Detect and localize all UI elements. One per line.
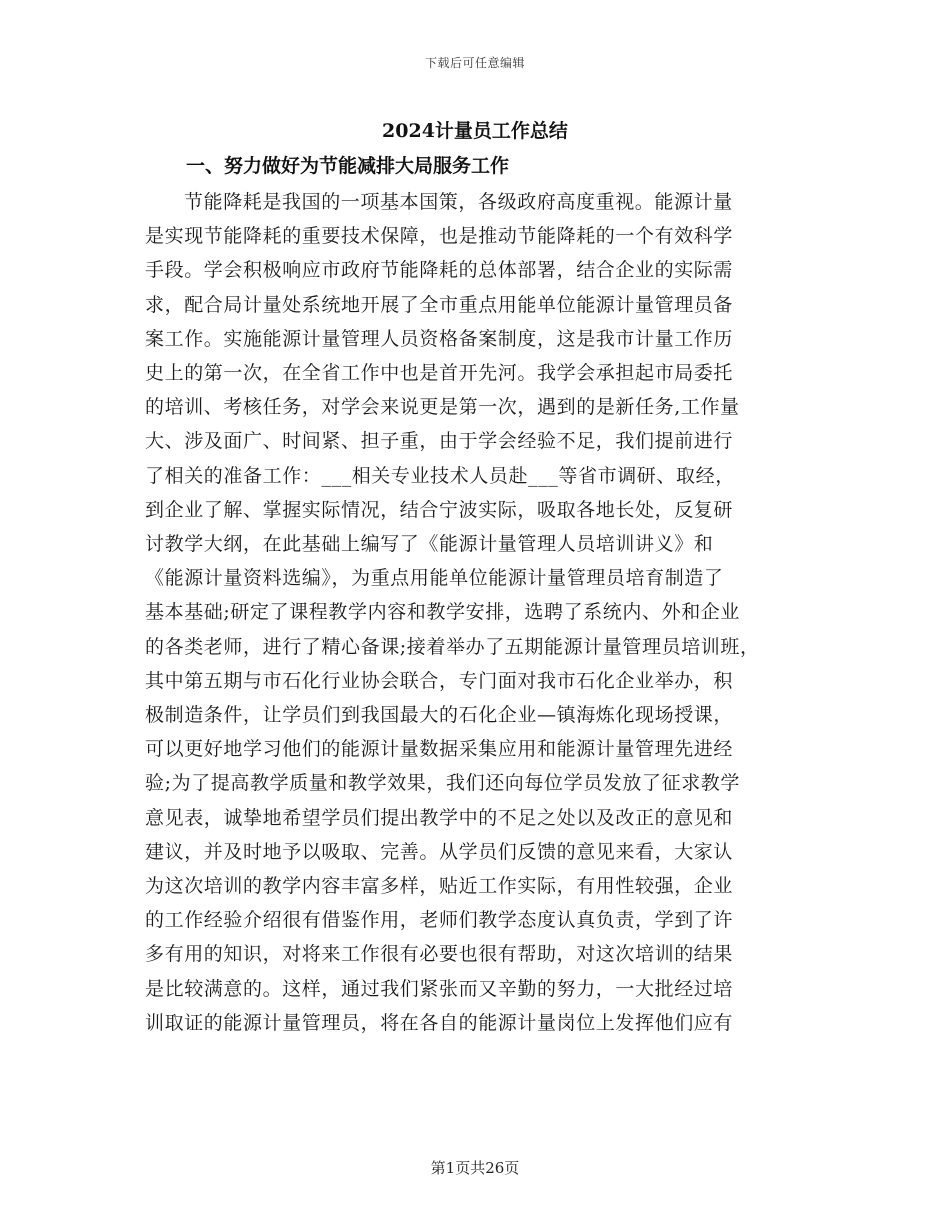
body-line: 的各类老师，进行了精心备课;接着举办了五期能源计量管理员培训班， <box>145 636 760 658</box>
body-line: 史上的第一次，在全省工作中也是首开先河。我学会承担起市局委托 <box>145 362 734 384</box>
body-line: 意见表，诚挚地希望学员们提出教学中的不足之处以及改正的意见和 <box>145 807 734 829</box>
body-line: 验;为了提高教学质量和教学效果，我们还向每位学员发放了征求教学 <box>145 772 741 794</box>
body-line: 案工作。实施能源计量管理人员资格备案制度，这是我市计量工作历 <box>145 328 734 350</box>
body-line: 的工作经验介绍很有借鉴作用，老师们教学态度认真负责，学到了许 <box>145 909 734 931</box>
body-line: 求，配合局计量处系统地开展了全市重点用能单位能源计量管理员备 <box>145 294 734 316</box>
page-footer: 第1页共26页 <box>430 1159 520 1177</box>
page-header-note: 下载后可任意编辑 <box>424 56 525 70</box>
body-line: 为这次培训的教学内容丰富多样，贴近工作实际，有用性较强，企业 <box>145 875 734 897</box>
body-line: 的培训、考核任务，对学会来说更是第一次，遇到的是新任务,工作量 <box>145 396 740 418</box>
document-title: 2024计量员工作总结 <box>382 120 568 142</box>
body-line: 讨教学大纲，在此基础上编写了《能源计量管理人员培训讲义》和 <box>145 533 714 555</box>
body-line: 是实现节能降耗的重要技术保障，也是推动节能降耗的一个有效科学 <box>145 225 734 247</box>
body-line: 极制造条件，让学员们到我国最大的石化企业—镇海炼化现场授课， <box>145 704 734 726</box>
body-line: 节能降耗是我国的一项基本国策，各级政府高度重视。能源计量 <box>184 191 733 213</box>
body-line: 《能源计量资料选编》，为重点用能单位能源计量管理员培育制造了 <box>145 567 724 589</box>
body-line: 建议，并及时地予以吸取、完善。从学员们反馈的意见来看，大家认 <box>145 841 734 863</box>
body-line: 到企业了解、掌握实际情况，结合宁波实际，吸取各地长处，反复研 <box>145 499 734 521</box>
body-line: 大、涉及面广、时间紧、担子重，由于学会经验不足，我们提前进行 <box>145 430 734 452</box>
body-line: 基本基础;研定了课程教学内容和教学安排，选聘了系统内、外和企业 <box>145 601 741 623</box>
body-line: 训取证的能源计量管理员，将在各自的能源计量岗位上发挥他们应有 <box>145 1012 734 1034</box>
body-line: 其中第五期与市石化行业协会联合，专门面对我市石化企业举办，积 <box>145 670 734 692</box>
body-line: 手段。学会积极响应市政府节能降耗的总体部署，结合企业的实际需 <box>145 259 734 281</box>
body-line: 是比较满意的。这样，通过我们紧张而又辛勤的努力，一大批经过培 <box>145 978 734 1000</box>
section-heading: 一、努力做好为节能减排大局服务工作 <box>186 155 510 177</box>
body-line: 可以更好地学习他们的能源计量数据采集应用和能源计量管理先进经 <box>145 738 734 760</box>
body-line: 多有用的知识，对将来工作很有必要也很有帮助，对这次培训的结果 <box>145 943 734 965</box>
body-line: 了相关的准备工作：___相关专业技术人员赴___等省市调研、取经， <box>145 465 735 487</box>
